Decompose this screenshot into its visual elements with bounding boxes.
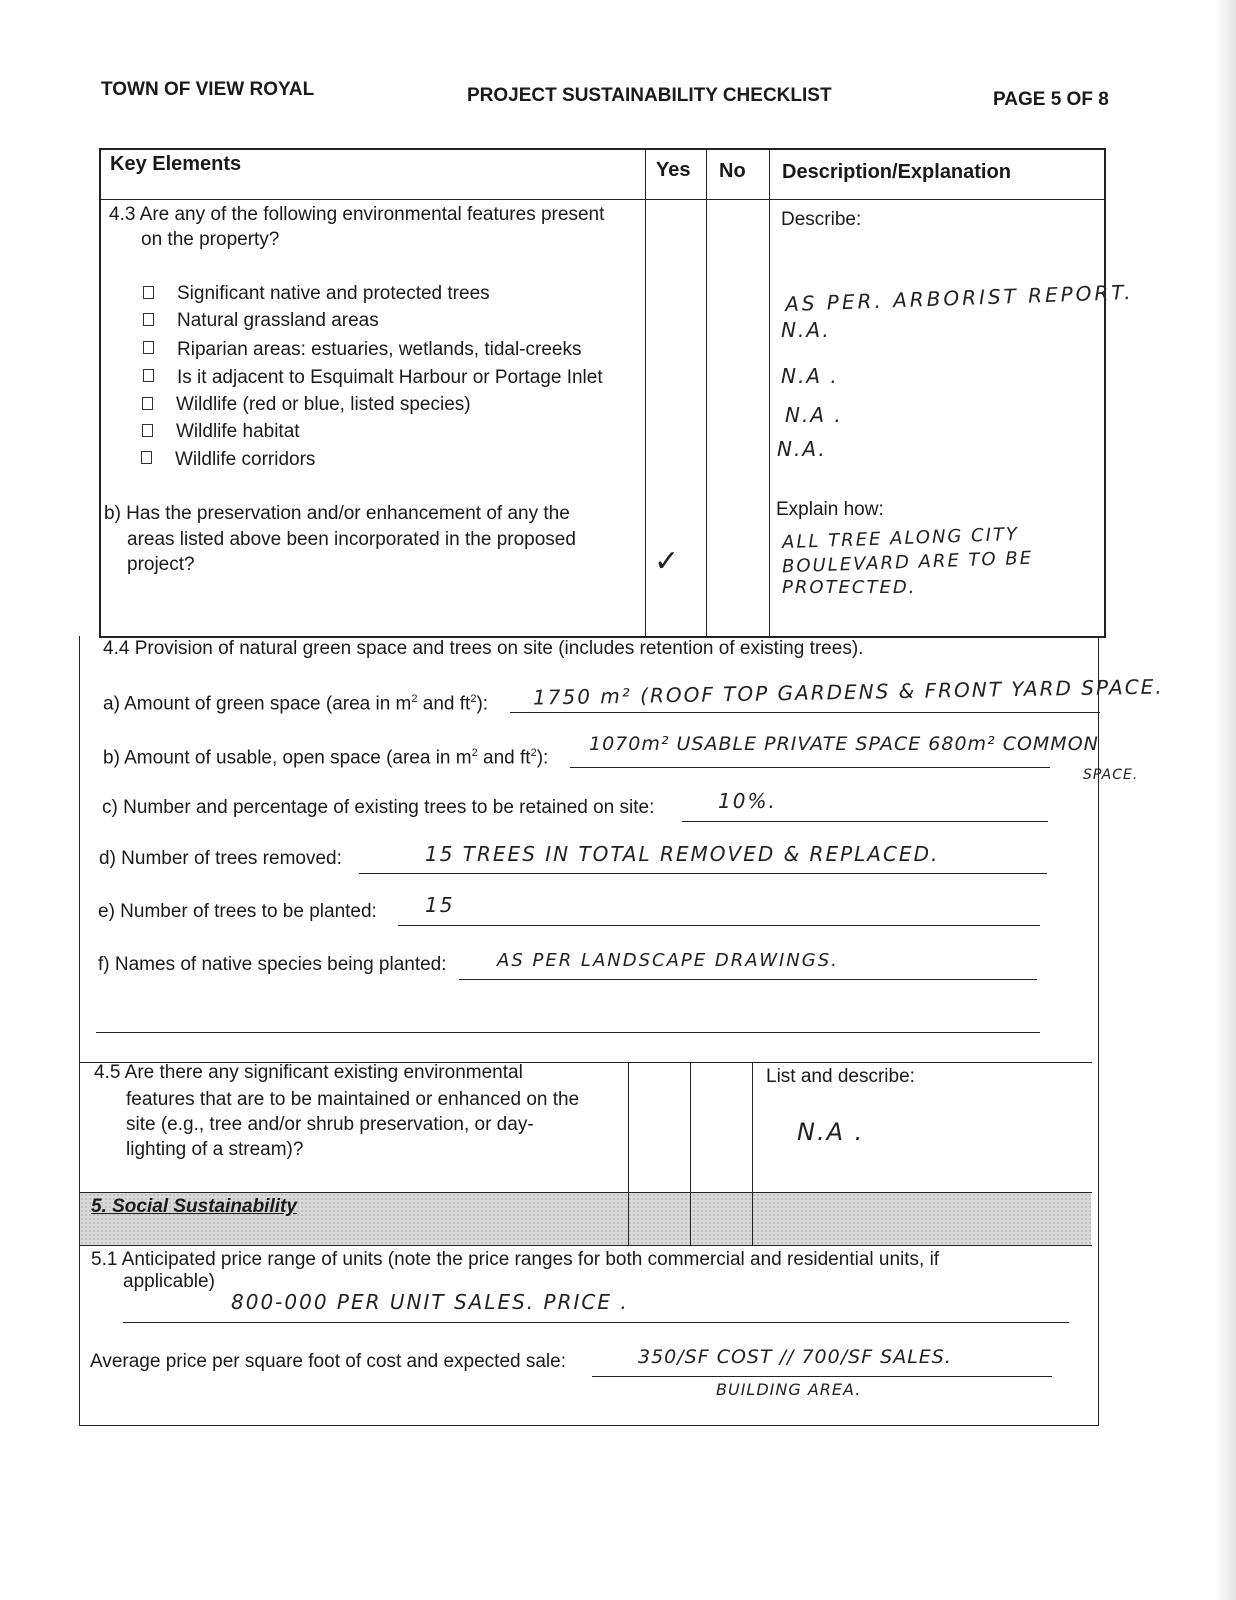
answer-harbour: N.A . — [785, 403, 843, 427]
answer-trees-planted: 15 — [425, 893, 455, 917]
col-divider-no-3 — [690, 1193, 691, 1245]
question-5-1: 5.1 Anticipated price range of units (note the price ranges for both commercial and residential units, if — [91, 1249, 940, 1270]
document-title: PROJECT SUSTAINABILITY CHECKLIST — [467, 85, 832, 106]
checkbox-wildlife-habitat[interactable] — [142, 424, 153, 437]
question-4-5-cont2: site (e.g., tree and/or shrub preservation, or day- — [126, 1114, 534, 1135]
label-green-space: a) Amount of green space (area in $m^2$ and $ft^2$): — [103, 693, 489, 715]
answer-green-space: 1750 m² (ROOF TOP GARDENS & FRONT YARD SPACE. — [532, 674, 1164, 710]
feature-riparian: Riparian areas: estuaries, wetlands, tidal-creeks — [177, 339, 582, 360]
row-divider-5-1 — [79, 1245, 1092, 1246]
label-trees-removed: d) Number of trees removed: — [99, 848, 342, 869]
trees-removed-line — [359, 873, 1047, 874]
question-4-5-cont1: features that are to be maintained or enhanced on the — [126, 1089, 580, 1110]
col-header-no: No — [719, 160, 746, 182]
answer-wildlife: N.A. — [777, 437, 827, 461]
feature-native-trees: Significant native and protected trees — [177, 283, 490, 304]
native-species-line — [459, 979, 1037, 980]
checkbox-grassland[interactable] — [143, 313, 154, 326]
col-header-yes: Yes — [656, 159, 691, 181]
question-4-3: 4.3 Are any of the following environmental features present — [109, 204, 605, 225]
question-4-3-b-cont1: areas listed above been incorporated in the proposed — [127, 529, 576, 550]
checkbox-wildlife-corridors[interactable] — [141, 451, 152, 464]
answer-riparian: N.A . — [781, 364, 839, 388]
col-divider-desc — [769, 148, 770, 638]
scan-edge-shadow — [1214, 0, 1236, 1600]
price-range-line — [123, 1322, 1069, 1323]
answer-price-range: 800-000 PER UNIT SALES. PRICE . — [231, 1290, 629, 1314]
question-4-3-b: b) Has the preservation and/or enhancement of any the — [104, 503, 570, 524]
yes-checkmark: ✓ — [654, 544, 682, 579]
question-4-3-b-cont2: project? — [127, 554, 195, 575]
answer-average-price: 350/SF COST // 700/SF SALES. — [638, 1346, 952, 1368]
answer-usable-space-cont: SPACE. — [1083, 767, 1139, 783]
checkbox-native-trees[interactable] — [143, 286, 154, 299]
answer-trees-removed: 15 TREES IN TOTAL REMOVED & REPLACED. — [425, 842, 940, 866]
explain-label: Explain how: — [776, 499, 884, 520]
describe-label: Describe: — [781, 209, 862, 230]
municipality-name: TOWN OF VIEW ROYAL — [101, 79, 315, 100]
native-species-line-2 — [96, 1032, 1040, 1033]
question-4-5-cont3: lighting of a stream)? — [126, 1139, 304, 1160]
checkbox-harbour[interactable] — [143, 369, 154, 382]
list-describe-label: List and describe: — [766, 1066, 915, 1087]
answer-native-trees: AS PER. ARBORIST REPORT. — [784, 279, 1134, 317]
question-4-5: 4.5 Are there any significant existing environmental — [94, 1062, 523, 1083]
checkbox-wildlife[interactable] — [142, 397, 153, 410]
col-header-description: Description/Explanation — [782, 161, 1011, 183]
answer-4-5: N.A . — [797, 1118, 865, 1146]
explain-answer-line3: PROTECTED. — [782, 577, 917, 598]
section-4-4-title: 4.4 Provision of natural green space and trees on site (includes retention of existing trees). — [103, 638, 864, 659]
checkbox-riparian[interactable] — [143, 341, 154, 354]
label-average-price: Average price per square foot of cost and expected sale: — [90, 1351, 567, 1372]
usable-space-line — [570, 767, 1050, 768]
label-usable-space: b) Amount of usable, open space (area in $m^2$ and $ft^2$): — [103, 747, 549, 769]
feature-wildlife: Wildlife (red or blue, listed species) — [176, 394, 471, 415]
feature-wildlife-habitat: Wildlife habitat — [176, 421, 300, 442]
col-divider-yes-3 — [628, 1193, 629, 1245]
col-divider-yes — [645, 148, 646, 638]
average-price-line — [592, 1376, 1052, 1377]
explain-answer-line2: BOULEVARD ARE TO BE — [781, 547, 1034, 578]
feature-grassland: Natural grassland areas — [177, 310, 379, 331]
label-native-species: f) Names of native species being planted: — [98, 954, 447, 975]
feature-wildlife-corridors: Wildlife corridors — [175, 449, 316, 470]
answer-trees-retained: 10%. — [718, 789, 777, 813]
feature-harbour: Is it adjacent to Esquimalt Harbour or Portage Inlet — [177, 367, 603, 388]
trees-planted-line — [398, 925, 1040, 926]
page-number: PAGE 5 OF 8 — [993, 89, 1109, 110]
question-4-3-cont: on the property? — [141, 229, 280, 250]
answer-grassland: N.A. — [781, 318, 831, 342]
question-5-1-cont: applicable) — [123, 1271, 215, 1292]
answer-average-price-cont: BUILDING AREA. — [716, 1380, 862, 1399]
explain-answer-line1: ALL TREE ALONG CITY — [781, 523, 1020, 554]
label-trees-planted: e) Number of trees to be planted: — [98, 901, 377, 922]
col-divider-no — [706, 148, 707, 638]
label-trees-retained: c) Number and percentage of existing trees to be retained on site: — [102, 797, 655, 818]
answer-usable-space: 1070m² USABLE PRIVATE SPACE 680m² COMMON — [589, 733, 1099, 755]
trees-retained-line — [682, 821, 1048, 822]
col-divider-desc-3 — [752, 1193, 753, 1245]
green-space-line — [510, 712, 1100, 713]
header-divider — [99, 199, 1106, 200]
col-header-key-elements: Key Elements — [110, 153, 242, 175]
answer-native-species: AS PER LANDSCAPE DRAWINGS. — [497, 950, 839, 971]
section-5-heading: 5. Social Sustainability — [91, 1196, 297, 1217]
